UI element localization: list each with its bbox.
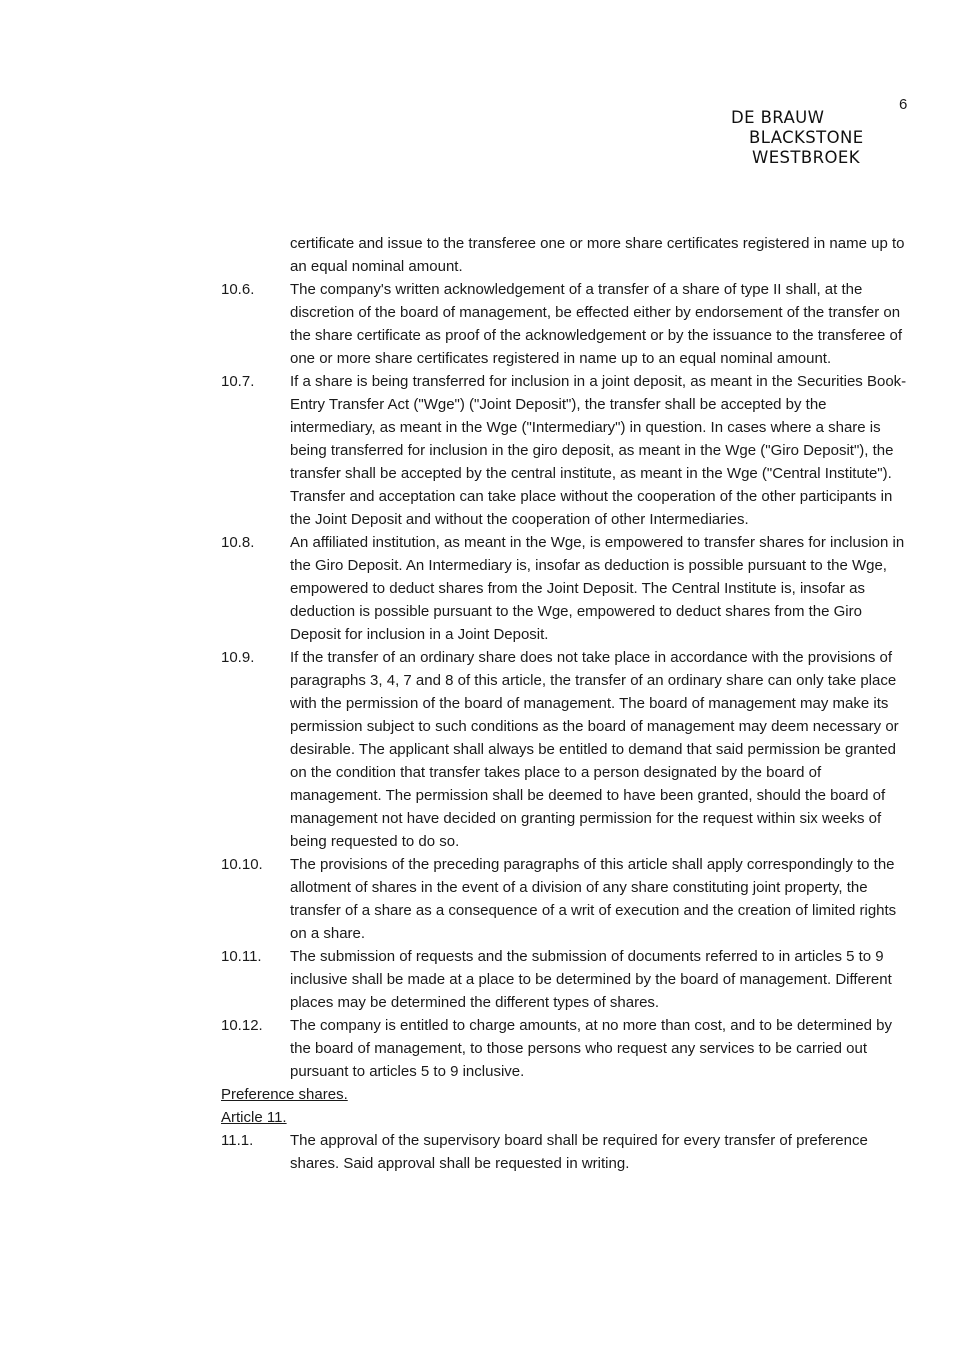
- logo-line-3: WESTBROEK: [752, 148, 860, 167]
- paragraph-number: 10.10.: [221, 856, 263, 873]
- logo-line-2: BLACKSTONE: [749, 128, 864, 147]
- logo-line-1: DE BRAUW: [731, 108, 825, 127]
- section-heading: Preference shares.: [221, 1086, 348, 1103]
- paragraph-text: If the transfer of an ordinary share does not take place in accordance with the provisions of paragraphs 3, 4, 7 and 8 of this article, the transfer of an ordinary share can only take place with the permission of the board of management. The board of management may make its permission subject to such conditions as the board of management may deem necessary or desirable. The applicant shall always be entitled to demand that said permission be granted on the condition that transfer takes place to a person designated by the board of management. The permission shall be deemed to have been granted, should the board of management not have decided on granting permission for the request within six weeks of being requested to do so.: [290, 649, 899, 850]
- paragraph-number: 10.9.: [221, 649, 255, 666]
- paragraph-number: 10.12.: [221, 1017, 263, 1034]
- paragraph-text: An affiliated institution, as meant in the Wge, is empowered to transfer shares for inclusion in the Giro Deposit. An Intermediary is, insofar as deduction is possible pursuant to the Wge, empowered to deduct shares from the Joint Deposit. The Central Institute is, insofar as deduction is possible pursuant to the Wge, empowered to deduct shares from the Giro Deposit for inclusion in a Joint Deposit.: [290, 534, 905, 643]
- paragraph-number: 10.6.: [221, 281, 255, 298]
- continued-paragraph: certificate and issue to the transferee one or more share certificates registered in name up to an equal nominal amount.: [290, 235, 905, 275]
- paragraph-number: 10.11.: [221, 948, 262, 965]
- page-number: 6: [899, 96, 908, 113]
- paragraph-text: The approval of the supervisory board shall be required for every transfer of preference shares. Said approval shall be requested in writing.: [290, 1132, 868, 1172]
- paragraph-number: 11.1.: [221, 1132, 254, 1149]
- firm-logo: [731, 108, 864, 168]
- paragraph-10-12: [221, 1014, 911, 1083]
- article-heading: Article 11.: [221, 1109, 287, 1126]
- paragraph-number: 10.7.: [221, 373, 255, 390]
- paragraph-10-6: [221, 278, 911, 370]
- paragraph-text: The company is entitled to charge amounts, at no more than cost, and to be determined by the board of management, to those persons who request any services to be carried out pursuant to articles 5 to 9 inclusive.: [290, 1017, 893, 1080]
- paragraph-11-1: [221, 1129, 911, 1175]
- paragraph-10-8: [221, 531, 911, 646]
- paragraph-text: The submission of requests and the submission of documents referred to in articles 5 to 9 inclusive shall be made at a place to be determined by the board of management. Different places may be determined the different types of shares.: [290, 948, 892, 1011]
- paragraph-number: 10.8.: [221, 534, 255, 551]
- paragraph-10-11: [221, 945, 911, 1014]
- paragraph-text: The company's written acknowledgement of a transfer of a share of type II shall, at the discretion of the board of management, be effected either by endorsement of the transfer on the share certificate as proof of the acknowledgement or by the issuance to the transferee of one or more share certificates registered in name up to an equal nominal amount.: [290, 281, 903, 367]
- paragraph-text: The provisions of the preceding paragraphs of this article shall apply correspondingly to the allotment of shares in the event of a division of any share constituting joint property, the transfer of a share as a consequence of a writ of execution and the creation of limited rights on a share.: [290, 856, 897, 942]
- document-body: [221, 232, 911, 1175]
- paragraph-10-10: [221, 853, 911, 945]
- paragraph-10-9: [221, 646, 911, 853]
- paragraph-text: If a share is being transferred for inclusion in a joint deposit, as meant in the Securities Book-Entry Transfer Act ("Wge") ("Joint Deposit"), the transfer shall be accepted by the intermediary, as meant in the Wge ("Intermediary") in question. In cases where a share is being transferred for inclusion in the giro deposit, as meant in the Wge ("Giro Deposit"), the transfer shall be accepted by the central institute, as meant in the Wge ("Central Institute"). Transfer and acceptation can take place without the cooperation of the other participants in the Joint Deposit and without the cooperation of other Intermediaries.: [290, 373, 907, 528]
- paragraph-10-7: [221, 370, 911, 531]
